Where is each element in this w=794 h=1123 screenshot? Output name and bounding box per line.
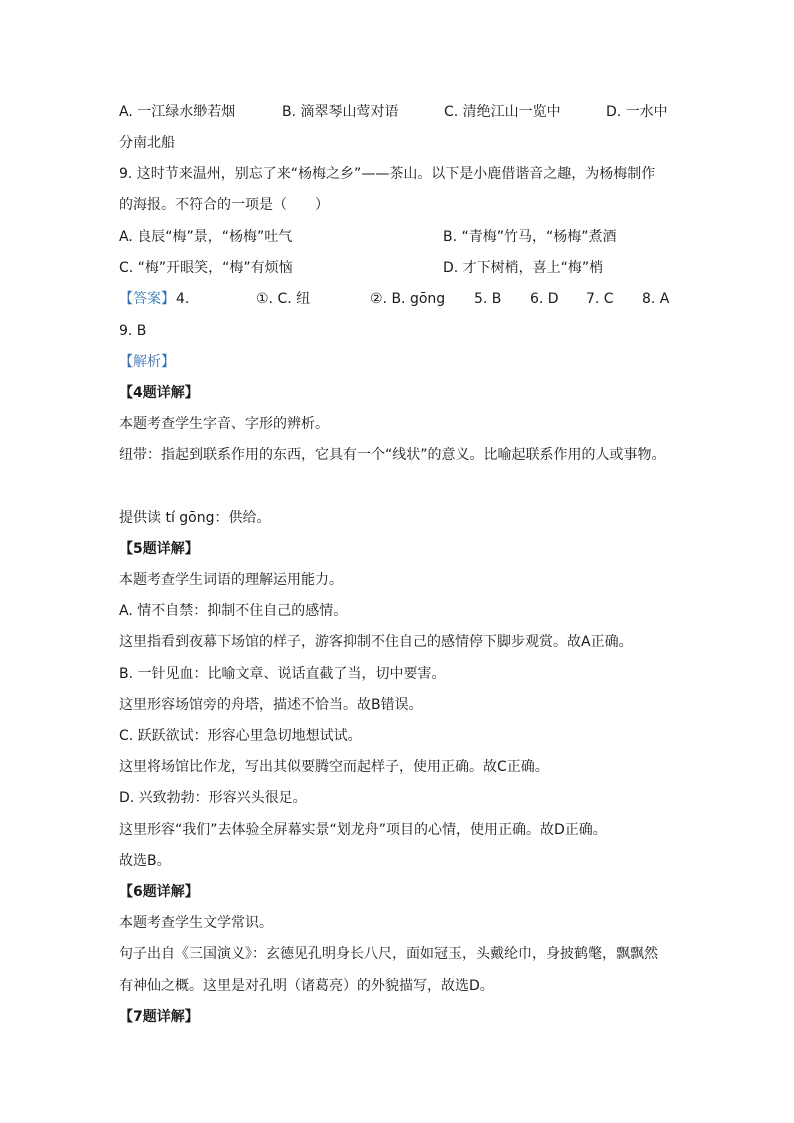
section-q6-line: 句子出自《三国演义》：玄德见孔明身长八尺，面如冠玉，头戴纶巾，身披鹤氅，飘飘然: [119, 946, 658, 962]
q8-option-b: B. 滴翠琴山莺对语: [282, 104, 399, 120]
answer-q4: 4.: [176, 291, 190, 307]
section-q5-line: C. 跃跃欲试：形容心里急切地想试试。: [119, 728, 362, 744]
section-q5-line: 这里形容“我们”去体验全屏幕实景“划龙舟”项目的心情，使用正确。故D正确。: [119, 822, 607, 838]
section-q5-heading: 【5题详解】: [119, 541, 199, 557]
q8-option-d: D. 一水中: [606, 104, 668, 120]
section-q5-line: 这里形容场馆旁的舟塔，描述不恰当。故B错误。: [119, 697, 423, 713]
q9-stem-line-2: 的海报。不符合的一项是（ ）: [119, 197, 329, 213]
section-q6-line: 有神仙之概。这里是对孔明（诸葛亮）的外貌描写，故选D。: [119, 978, 494, 994]
section-q5-line: A. 情不自禁：抑制不住自己的感情。: [119, 603, 348, 619]
section-q4-line: 本题考查学生字音、字形的辨析。: [119, 416, 329, 432]
q9-option-c: C. “梅”开眼笑，“梅”有烦恼: [119, 260, 293, 276]
section-q4-line: 纽带：指起到联系作用的东西，它具有一个“线状”的意义。比喻起联系作用的人或事物。: [119, 447, 666, 463]
q8-option-a: A. 一江绿水缈若烟: [119, 104, 236, 120]
section-q6-heading: 【6题详解】: [119, 884, 199, 900]
answer-q6: 6. D: [530, 291, 559, 307]
section-q5-line: 这里指看到夜幕下场馆的样子，游客抑制不住自己的感情停下脚步观赏。故A正确。: [119, 634, 633, 650]
section-q7-heading: 【7题详解】: [119, 1009, 199, 1025]
answer-q4-part1: ①. C. 纽: [256, 291, 311, 307]
q9-option-b: B. “青梅”竹马，“杨梅”煮酒: [443, 229, 617, 245]
section-q6-line: 本题考查学生文学常识。: [119, 915, 273, 931]
section-q5-line: 本题考查学生词语的理解运用能力。: [119, 572, 343, 588]
section-q4-line: 提供读 tí gōng：供给。: [119, 510, 271, 526]
q8-option-d-continuation: 分南北船: [119, 135, 175, 151]
section-q5-line: D. 兴致勃勃：形容兴头很足。: [119, 790, 307, 806]
section-q4-heading: 【4题详解】: [119, 385, 199, 401]
answer-label: 【答案】: [119, 291, 175, 307]
section-q5-line: 故选B。: [119, 853, 171, 869]
section-q5-line: B. 一针见血：比喻文章、说话直截了当，切中要害。: [119, 666, 446, 682]
answer-q4-part2: ②. B. gōng: [370, 291, 446, 307]
answer-q9: 9. B: [119, 323, 147, 339]
analysis-label: 【解析】: [119, 354, 175, 370]
q8-option-c: C. 清绝江山一览中: [444, 104, 561, 120]
answer-q8: 8. A: [642, 291, 670, 307]
answer-q5: 5. B: [474, 291, 502, 307]
q9-option-d: D. 才下树梢，喜上“梅”梢: [443, 260, 604, 276]
q9-option-a: A. 良辰“梅”景，“杨梅”吐气: [119, 229, 293, 245]
q9-stem-line-1: 9. 这时节来温州，别忘了来“杨梅之乡”——茶山。以下是小鹿借谐音之趣，为杨梅制作: [119, 166, 656, 182]
section-q5-line: 这里将场馆比作龙，写出其似要腾空而起样子，使用正确。故C正确。: [119, 759, 549, 775]
answer-q7: 7. C: [586, 291, 614, 307]
